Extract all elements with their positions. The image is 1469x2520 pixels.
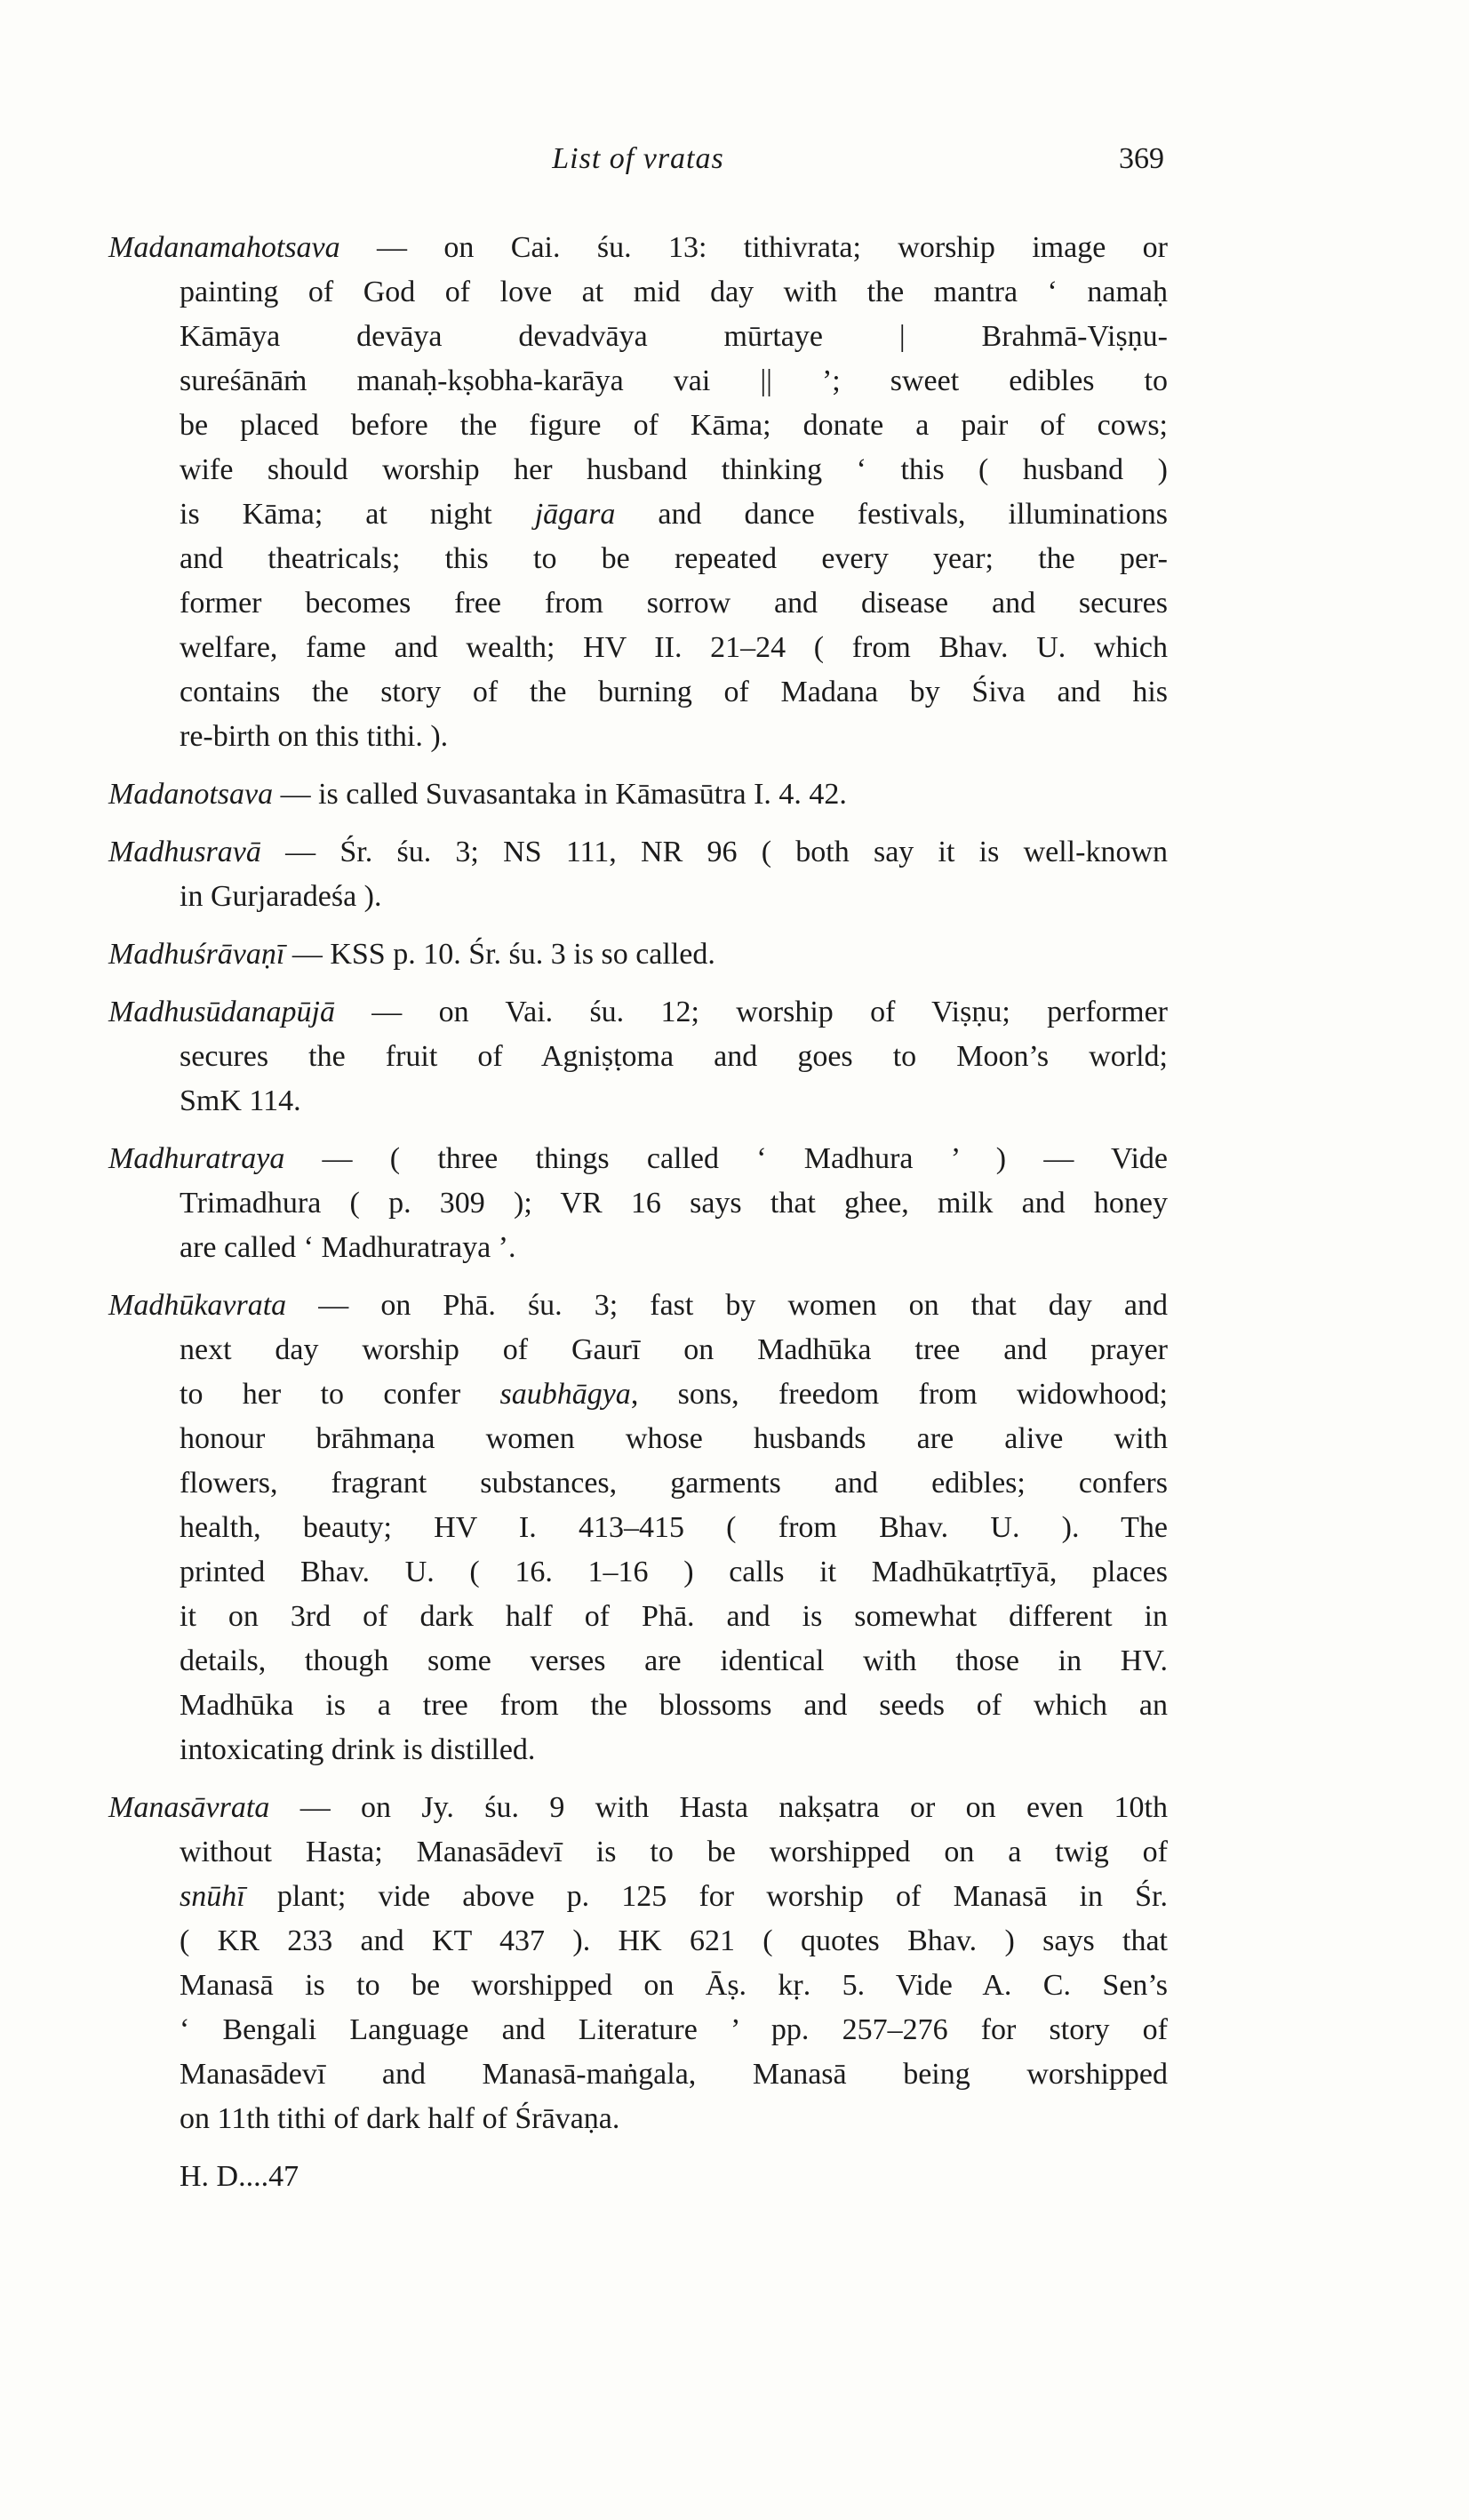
text-line (108, 1964, 1168, 2008)
body-text: flowers, fragrant substances, garments and edibles; confers (180, 1467, 1168, 1500)
entry-term: Madhusūdanapūjā (108, 996, 335, 1028)
body-text: intoxicating drink is distilled. (180, 1733, 536, 1766)
emphasis-text: saubhāgya (499, 1378, 631, 1411)
body-text: details, though some verses are identical with those in HV. (180, 1644, 1168, 1677)
body-text: — KSS p. 10. Śr. śu. 3 is so called. (284, 938, 715, 971)
body-text: and dance festivals, illuminations (615, 498, 1168, 531)
text-line (108, 226, 1168, 270)
body-text: — on Cai. śu. 13: tithivrata; worship image or (339, 231, 1168, 264)
body-text: re-birth on this tithi. ). (180, 720, 449, 753)
text-line (108, 1595, 1168, 1639)
vrata-entry (108, 1137, 1168, 1270)
body-text: are called ‘ Madhuratraya ’. (180, 1231, 516, 1264)
body-text: in Gurjaradeśa ). (180, 880, 382, 913)
text-line (108, 1550, 1168, 1595)
vrata-entries-list (108, 226, 1168, 2141)
text-line (108, 1919, 1168, 1964)
entry-term: Madhusravā (108, 836, 261, 868)
text-line (108, 830, 1168, 875)
text-line (108, 1372, 1168, 1417)
text-line (108, 492, 1168, 537)
text-line (108, 1461, 1168, 1506)
vrata-entry (108, 830, 1168, 919)
text-line (108, 1079, 1168, 1124)
text-line (108, 448, 1168, 492)
body-text: and theatricals; this to be repeated every year; the per- (180, 542, 1168, 575)
body-text: — is called Suvasantaka in Kāmasūtra I. 4. 42. (273, 778, 847, 811)
body-text: printed Bhav. U. ( 16. 1–16 ) calls it Madhūkatṛtīyā, places (180, 1556, 1168, 1588)
body-text: next day worship of Gaurī on Madhūka tree and prayer (180, 1333, 1168, 1366)
entry-term: Madhuratraya (108, 1142, 285, 1175)
vrata-entry (108, 1786, 1168, 2141)
emphasis-text: jāgara (534, 498, 616, 531)
body-text: welfare, fame and wealth; HV II. 21–24 ( from Bhav. U. which (180, 631, 1168, 664)
body-text: — Śr. śu. 3; NS 111, NR 96 ( both say it is well-known (260, 836, 1168, 868)
body-text: without Hasta; Manasādevī is to be worshipped on a twig of (180, 1836, 1168, 1868)
text-line (108, 1639, 1168, 1684)
text-line (108, 932, 1168, 977)
body-text: health, beauty; HV I. 413–415 ( from Bhav. U. ). The (180, 1511, 1168, 1544)
volume-signature: H. D....47 (180, 2160, 299, 2193)
text-line (108, 1506, 1168, 1550)
text-line (108, 1137, 1168, 1181)
entry-term: Madanotsava (108, 778, 274, 811)
body-text: Madhūka is a tree from the blossoms and seeds of which an (180, 1689, 1168, 1722)
page-header (108, 140, 1168, 178)
text-line (108, 1035, 1168, 1079)
text-line (108, 626, 1168, 670)
text-line (108, 772, 1168, 817)
body-text: contains the story of the burning of Madana by Śiva and his (180, 676, 1168, 708)
body-text: Manasādevī and Manasā-maṅgala, Manasā being worshipped (180, 2058, 1168, 2091)
vrata-entry (108, 226, 1168, 759)
text-line (108, 1328, 1168, 1372)
entry-term: Madhūkavrata (108, 1289, 287, 1322)
text-line (108, 875, 1168, 919)
text-line (108, 1284, 1168, 1328)
body-text: SmK 114. (180, 1084, 301, 1117)
text-line (108, 1181, 1168, 1226)
text-block (108, 140, 1168, 2199)
entry-term: Madhuśrāvaṇī (108, 938, 285, 971)
text-line (108, 1684, 1168, 1728)
text-line (108, 1417, 1168, 1461)
body-text: plant; vide above p. 125 for worship of Manasā in Śr. (244, 1880, 1168, 1913)
body-text: to her to confer (180, 1378, 500, 1411)
body-text: Kāmāya devāya devadvāya mūrtaye | Brahmā-Viṣṇu- (180, 320, 1168, 353)
text-line (108, 537, 1168, 581)
text-line (108, 1830, 1168, 1875)
body-text: it on 3rd of dark half of Phā. and is somewhat different in (180, 1600, 1168, 1633)
text-line (108, 315, 1168, 359)
text-line (108, 2097, 1168, 2141)
body-text: ‘ Bengali Language and Literature ’ pp. 257–276 for story of (180, 2013, 1168, 2046)
text-line (108, 581, 1168, 626)
text-line (108, 670, 1168, 715)
body-text: , sons, freedom from widowhood; (630, 1378, 1168, 1411)
entry-term: Madanamahotsava (108, 231, 340, 264)
vrata-entry (108, 990, 1168, 1124)
running-title: List of vratas (552, 142, 724, 175)
body-text: painting of God of love at mid day with the mantra ‘ namaḥ (180, 276, 1168, 308)
body-text: be placed before the figure of Kāma; donate a pair of cows; (180, 409, 1168, 442)
entry-term: Manasāvrata (108, 1791, 270, 1824)
body-text: honour brāhmaṇa women whose husbands are alive with (180, 1422, 1168, 1455)
text-line (108, 2008, 1168, 2052)
vrata-entry (108, 1284, 1168, 1772)
text-line (108, 1226, 1168, 1270)
page-number: 369 (1119, 142, 1164, 175)
text-line (108, 990, 1168, 1035)
body-text: ( KR 233 and KT 437 ). HK 621 ( quotes Bhav. ) says that (180, 1924, 1168, 1957)
body-text: sureśānāṁ manaḥ-kṣobha-karāya vai || ’; sweet edibles to (180, 364, 1168, 397)
body-text: wife should worship her husband thinking ‘ this ( husband ) (180, 453, 1168, 486)
text-line (108, 1875, 1168, 1919)
vrata-entry (108, 932, 1168, 977)
vrata-entry (108, 772, 1168, 817)
body-text: former becomes free from sorrow and disease and secures (180, 587, 1168, 620)
text-line (108, 2052, 1168, 2097)
text-line (108, 359, 1168, 404)
body-text: secures the fruit of Agniṣṭoma and goes to Moon’s world; (180, 1040, 1168, 1073)
body-text: Manasā is to be worshipped on Āṣ. kṛ. 5. Vide A. C. Sen’s (180, 1969, 1168, 2002)
body-text: is Kāma; at night (180, 498, 535, 531)
body-text: — ( three things called ‘ Madhura ’ ) — Vide (284, 1142, 1168, 1175)
text-line (108, 1728, 1168, 1772)
body-text: — on Jy. śu. 9 with Hasta nakṣatra or on even 10th (269, 1791, 1168, 1824)
text-line (108, 715, 1168, 759)
text-line (108, 1786, 1168, 1830)
body-text: Trimadhura ( p. 309 ); VR 16 says that ghee, milk and honey (180, 1187, 1168, 1220)
text-line (108, 270, 1168, 315)
body-text: — on Phā. śu. 3; fast by women on that day and (286, 1289, 1168, 1322)
body-text: — on Vai. śu. 12; worship of Viṣṇu; performer (335, 996, 1168, 1028)
text-line (108, 404, 1168, 448)
emphasis-text: snūhī (180, 1880, 245, 1913)
body-text: on 11th tithi of dark half of Śrāvaṇa. (180, 2102, 620, 2135)
